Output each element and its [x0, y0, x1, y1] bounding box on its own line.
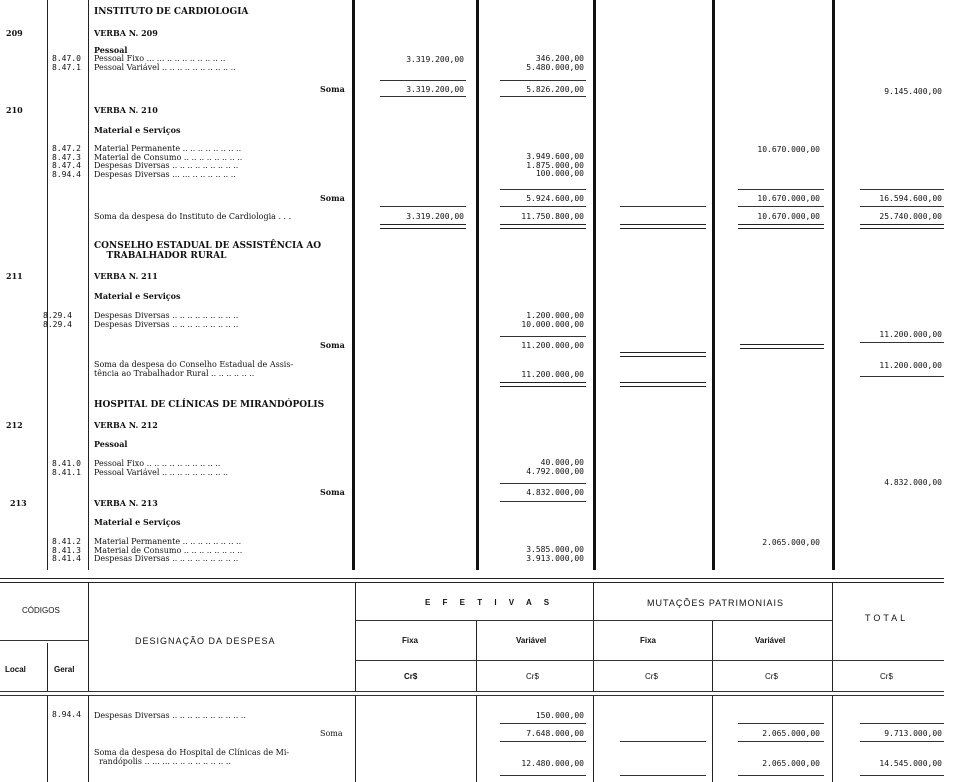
- rule-211-var: [500, 336, 586, 337]
- hdr-variavel-mut: Variável: [755, 636, 786, 645]
- cont-soma-mut: 2.065.000,00: [762, 729, 820, 738]
- dbl-inst-mutfixa: [620, 224, 706, 229]
- geral-codes-213: 8.41.2 8.41.3 8.41.4: [52, 537, 81, 563]
- var-items-211: 1.200.000,00 10.000.000,00: [521, 311, 584, 329]
- rule-inst-mutfixa: [620, 206, 706, 207]
- section-title-conselho: CONSELHO ESTADUAL DE ASSISTÊNCIA AO TRABALHADOR RURAL: [94, 241, 322, 261]
- cont-rule-mut-a: [738, 723, 824, 724]
- hdr-rule-bottom: [0, 691, 944, 692]
- hdr-cr-5: Cr$: [880, 672, 893, 681]
- total-209: 9.145.400,00: [884, 87, 942, 96]
- cont-rule-mut-c: [738, 775, 824, 776]
- summary-instituto-mut: 10.670.000,00: [757, 212, 820, 221]
- hdr-rule-bottom-b: [0, 695, 944, 696]
- group-material-211: Material e Serviços: [94, 291, 181, 301]
- rule-inst-total: [860, 206, 944, 207]
- cont-rule-local: [47, 696, 48, 782]
- cont-rule-mutfixa-b: [620, 741, 706, 742]
- local-code-213: 213: [10, 498, 27, 508]
- hdr-rule-mutfixa: [712, 620, 713, 691]
- hdr-rule-efetivas: [593, 583, 594, 691]
- summary-instituto-fixa: 3.319.200,00: [406, 212, 464, 221]
- hdr-codigos: CÓDIGOS: [22, 606, 60, 615]
- soma-label-211: Soma: [320, 340, 345, 350]
- cont-rule-var-a: [500, 723, 586, 724]
- cont-rule-total-c: [860, 775, 944, 776]
- hdr-cr-4: Cr$: [765, 672, 778, 681]
- summary-conselho-label: Soma da despesa do Conselho Estadual de Assis- tência ao Trabalhador Rural .. .. .. .. .. ..: [94, 360, 294, 378]
- cont-summary-var: 12.480.000,00: [521, 759, 584, 768]
- geral-codes-212: 8.41.0 8.41.1: [52, 459, 81, 477]
- hdr-fixa-mut: Fixa: [640, 636, 657, 645]
- rule-209-var-b: [500, 96, 586, 97]
- hdr-rule-fixa: [476, 620, 477, 691]
- soma-var-211: 11.200.000,00: [521, 341, 584, 350]
- rule-210-var: [500, 189, 586, 190]
- hdr-variavel: Variável: [516, 636, 547, 645]
- cont-summary-mut: 2.065.000,00: [762, 759, 820, 768]
- rule-210-total: [860, 189, 944, 190]
- hdr-local: Local: [5, 665, 26, 674]
- verba-212: VERBA N. 212: [94, 420, 158, 430]
- verba-209: VERBA N. 209: [94, 28, 158, 38]
- cont-rule-mut: [832, 696, 833, 782]
- geral-codes-209: 8.47.0 8.47.1: [52, 54, 81, 72]
- cont-code: 8.94.4: [52, 710, 81, 719]
- cont-rule-mutfixa-c: [620, 775, 706, 776]
- items-212: Pessoal Fixo .. .. .. .. .. .. .. .. .. .. Pessoal Variável .. .. .. .. .. .. .. .. ..: [94, 459, 229, 477]
- rule-212-var: [500, 483, 586, 484]
- cont-soma-var: 7.648.000,00: [526, 729, 584, 738]
- col-rule-variavel: [593, 0, 596, 570]
- rule-inst-fixa: [380, 206, 466, 207]
- dbl-inst-var: [500, 224, 586, 229]
- hdr-mutacoes: MUTAÇÕES PATRIMONIAIS: [647, 598, 785, 608]
- hdr-rule-local: [47, 643, 48, 691]
- var-items-212: 40.000,00 4.792.000,00: [526, 458, 584, 476]
- soma-var-209: 5.826.200,00: [526, 85, 584, 94]
- cont-rule-var-b: [500, 741, 586, 742]
- group-material-213: Material e Serviços: [94, 517, 181, 527]
- local-code-212: 212: [6, 420, 23, 430]
- cont-soma-label: Soma: [320, 729, 343, 738]
- col-rule-fixa: [476, 0, 479, 570]
- cont-summary-label: Soma da despesa do Hospital de Clínicas de Mi- randópolis .. ... ... .. .. .. .. .. .. .. ..: [94, 748, 290, 766]
- var-items-209: 346.200,00 5.480.000,00: [526, 54, 584, 72]
- local-code-210: 210: [6, 105, 23, 115]
- rule-inst-var: [500, 206, 586, 207]
- items-210: Material Permanente .. .. .. .. .. .. .. .. Material de Consumo .. .. .. .. .. .. .. .. Despesas Diversas .. .. .. .. .. .. .. .. .. Despesas Diversas ... ... .. .. .. .. .. ..: [94, 144, 243, 179]
- col-rule-mut-variavel: [832, 0, 835, 570]
- summary-conselho-var: 11.200.000,00: [521, 370, 584, 379]
- hdr-cr-1: Cr$: [404, 672, 418, 681]
- summary-conselho-total: 11.200.000,00: [879, 361, 942, 370]
- verba-210: VERBA N. 210: [94, 105, 158, 115]
- rule-inst-mut: [738, 206, 824, 207]
- soma-label-209: Soma: [320, 84, 345, 94]
- col-rule-local: [47, 0, 48, 570]
- hdr-designacao: DESIGNAÇÃO DA DESPESA: [135, 636, 276, 646]
- col-rule-mut-fixa: [712, 0, 715, 570]
- col-rule-designacao: [352, 0, 355, 570]
- hdr-cr-2: Cr$: [526, 672, 539, 681]
- cont-rule-var-c: [500, 775, 586, 776]
- hdr-total: TOTAL: [865, 613, 909, 623]
- dbl-inst-total: [860, 224, 944, 229]
- rule-210-mut: [738, 189, 824, 190]
- mut-item-210: 10.670.000,00: [757, 145, 820, 154]
- local-code-209: 209: [6, 28, 23, 38]
- rule-212-var-b: [500, 501, 586, 502]
- items-209: Pessoal Fixo ... ... .. .. .. .. .. .. .. .. Pessoal Variável .. .. .. .. .. .. .. .. .. ..: [94, 54, 236, 72]
- soma-fixa-209: 3.319.200,00: [406, 85, 464, 94]
- rule-209-fixa: [380, 80, 466, 81]
- section-title-hospital: HOSPITAL DE CLÍNICAS DE MIRANDÓPOLIS: [94, 400, 325, 410]
- items-213: Material Permanente .. .. .. .. .. .. .. .. Material de Consumo .. .. .. .. .. .. .. .. Despesas Diversas .. .. .. .. .. .. .. .. ..: [94, 537, 243, 563]
- cont-rule-var: [593, 696, 594, 782]
- group-pessoal-212: Pessoal: [94, 439, 128, 449]
- cont-rule-total-b: [860, 741, 944, 742]
- hdr-rule-mutacoes: [832, 583, 833, 691]
- fixa-item-209: 3.319.200,00: [406, 55, 464, 64]
- total-212: 4.832.000,00: [884, 478, 942, 487]
- mut-item-213: 2.065.000,00: [762, 538, 820, 547]
- hdr-cr-3: Cr$: [645, 672, 658, 681]
- dbl-cons-mut: [740, 344, 824, 349]
- dbl-cons-mutfixa-b: [620, 382, 706, 387]
- hdr-fixa: Fixa: [402, 636, 419, 645]
- soma-mut-210: 10.670.000,00: [757, 194, 820, 203]
- summary-instituto-total: 25.740.000,00: [879, 212, 942, 221]
- group-pessoal-209: Pessoal: [94, 45, 128, 55]
- cont-rule-geral: [88, 696, 89, 782]
- cont-rule-fixa: [476, 696, 477, 782]
- rule-209-fixa-b: [380, 96, 466, 97]
- rule-211-total: [860, 342, 944, 343]
- cont-rule-total-a: [860, 723, 944, 724]
- verba-213: VERBA N. 213: [94, 498, 158, 508]
- hdr-rule-designacao: [355, 583, 356, 691]
- geral-codes-210: 8.47.2 8.47.3 8.47.4 8.94.4: [52, 144, 81, 179]
- col-rule-geral: [88, 0, 89, 570]
- soma-var-212: 4.832.000,00: [526, 488, 584, 497]
- cont-rule-mutfixa: [712, 696, 713, 782]
- hdr-rule-units: [355, 660, 944, 661]
- hdr-rule-geral: [88, 583, 89, 691]
- cont-rule-designacao: [355, 696, 356, 782]
- summary-instituto-label: Soma da despesa do Instituto de Cardiologia . . .: [94, 212, 292, 221]
- geral-codes-211: 8.29.4 8.29.4: [43, 311, 72, 329]
- rule-209-var: [500, 80, 586, 81]
- dbl-inst-mut: [738, 224, 824, 229]
- var-items-210: 3.949.600,00 1.875.000,00 100.000,00: [526, 152, 584, 178]
- items-211: Despesas Diversas .. .. .. .. .. .. .. .. .. Despesas Diversas .. .. .. .. .. .. .. .. ..: [94, 311, 239, 329]
- total-211: 11.200.000,00: [879, 330, 942, 339]
- cont-summary-total: 14.545.000,00: [879, 759, 942, 768]
- hdr-efetivas: E F E T I V A S: [425, 598, 555, 607]
- dbl-inst-fixa: [380, 224, 466, 229]
- rule-cons-total: [860, 376, 944, 377]
- var-items-213: 3.585.000,00 3.913.000,00: [526, 545, 584, 563]
- hdr-rule-codigos: [0, 640, 88, 641]
- page-separator: [0, 578, 944, 583]
- hdr-rule-groups: [355, 620, 832, 621]
- cont-soma-total: 9.713.000,00: [884, 729, 942, 738]
- cont-item: Despesas Diversas .. .. .. .. .. .. .. .. .. ..: [94, 711, 246, 720]
- dbl-cons-var: [500, 382, 586, 387]
- hdr-geral: Geral: [54, 665, 75, 674]
- local-code-211: 211: [6, 271, 23, 281]
- section-title-instituto: INSTITUTO DE CARDIOLOGIA: [94, 7, 249, 17]
- soma-var-210: 5.924.600,00: [526, 194, 584, 203]
- dbl-cons-mutfixa: [620, 352, 706, 357]
- cont-rule-mut-b: [738, 741, 824, 742]
- total-210: 16.594.600,00: [879, 194, 942, 203]
- soma-label-212: Soma: [320, 487, 345, 497]
- group-material-210: Material e Serviços: [94, 125, 181, 135]
- soma-label-210: Soma: [320, 193, 345, 203]
- cont-var-item: 150.000,00: [535, 711, 584, 720]
- verba-211: VERBA N. 211: [94, 271, 158, 281]
- summary-instituto-var: 11.750.800,00: [521, 212, 584, 221]
